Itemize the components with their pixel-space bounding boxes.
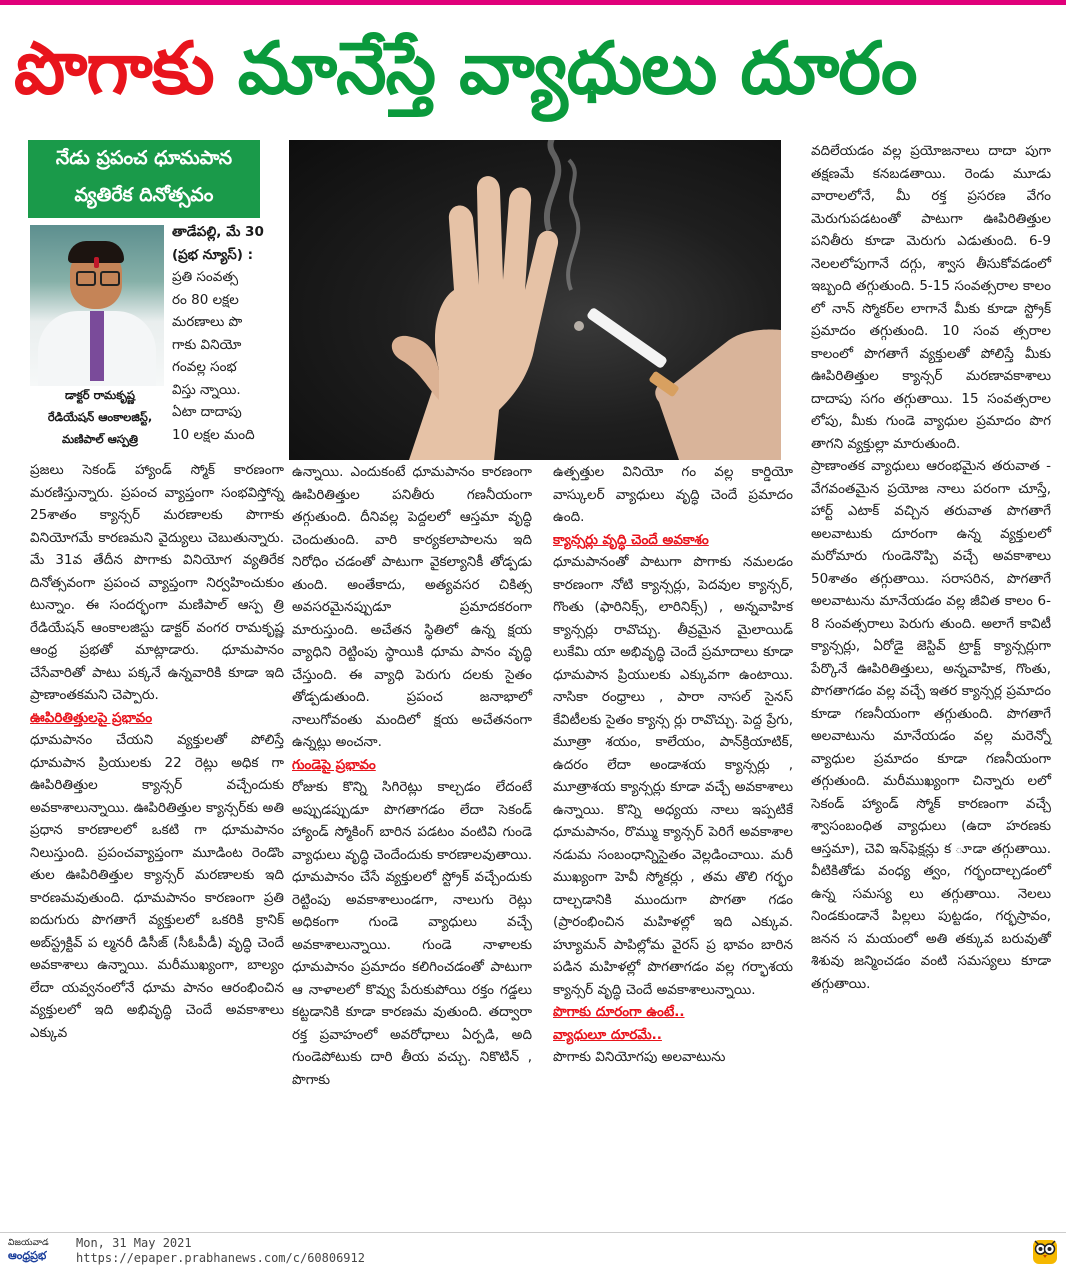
top-accent-bar [0, 0, 1066, 5]
caption-hospital: మణిపాల్ ఆస్పత్రి [61, 432, 139, 446]
photo-tie [90, 311, 104, 381]
hand-refusing-cigarette-photo [289, 140, 781, 460]
dateline-line: ఏటా దాదాపు [172, 404, 242, 420]
photo-glasses-right [100, 271, 120, 286]
dateline-line: విస్తు న్నాయి. [172, 381, 241, 398]
dateline-line: 10 లక్షల మంది [172, 426, 255, 443]
section-subtitle: గుండెపై ప్రభావం [292, 756, 376, 773]
section-subtitle: క్యాన్సర్లు వృద్ధి చెందే అవకాశం [553, 531, 709, 548]
footer-date: Mon, 31 May 2021 [76, 1236, 192, 1250]
logo-edition: విజయవాడ [8, 1238, 49, 1248]
andhra-prabha-logo[interactable] [8, 1237, 68, 1265]
paragraph: ధూమపానంతో పాటుగా పొగాకు నమలడం కారణంగా నోటి క్యాన్సర్లు, పెదవుల క్యాన్సర్, గొంతు (ఫారినిక్స్, లారినిక్స్) , అన్నవాహిక క్యాన్సర్లు రావొచ్చు. తీవ్రమైన మైలాయిడ్ లుకేమి యా అభివృద్ధి చెందే ప్రమాదాలు కూడా ధూమపాన ప్రియులకు ఎక్కువగా ఉంటాయి. నాసికా రంధ్రాలు , పారా నాసల్ సైనస్ కేవిటీలకు సైతం క్యాన్స ర్లు రావొచ్చు. పెద్ద ప్రేగు, మూత్రా శయం, కాలేయం, పాన్‌క్రియాటిక్, ఉదరం లేదా అండాశయ క్యాన్సర్లు , మూత్రాశయ క్యాన్సర్లు కూడా వచ్చే అవకాశాలు ఉన్నాయి. కొన్ని అధ్యయ నాలు ఇప్పటికే ధూమపానం, రొమ్ము క్యాన్సర్ పెరిగే అవకాశాల నడుమ సంబంధాన్నిసైతం వెల్లడించాయి. మరీ ముఖ్యంగా హెవీ స్మోకర్లు , తమ తొలి గర్భం దాల్చడానికి ముందుగా పొగతా గడం (ప్రారంభించిన మహిళల్లో ఇది ఎక్కువ. హ్యూమన్ పాపిల్లోమ వైరస్ ప్ర భావం బారిన పడిన మహిళల్లో పొగతాగడం వల్ల గర్భాశయ క్యాన్సర్ వృద్ధి చెందే అవకాశాలున్నాయి. [553, 554, 793, 998]
paragraph: ధూమపానం చేయని వ్యక్తులతో పోలిస్తే ధూమపాన ప్రియులకు 22 రెట్లు అధిక గా ఊపిరితిత్తుల క్యాన్సర్ వచ్చేందుకు అవకాశాలున్నాయి. ఊపిరితిత్తుల క్యాన్సర్‌కు అతి ప్రధాన కారణాలలో ఒకటి గా ధూమపానం నిలుస్తుంది. ప్రపంచవ్యాప్తంగా మూడింట రెండొం తుల ఊపిరితిత్తుల క్యాన్సర్ మరణాలకు ఇది కారణమవుతుంది. ధూమపానం కారణంగా ప్రతి ఐదుగురు పొగతాగే వ్యక్తులలో ఒకరికి క్రానిక్ అబ్‌స్ట్రక్టివ్ ప ల్మనరీ డిసీజ్ (సీఓపీడీ) వృద్ధి చెందే అవకాశాలు ఉన్నాయి. మరీముఖ్యంగా, బాల్యం లేదా యవ్వనంలోనే ధూమ పానం ఆరంభించిన వ్యక్తులలో ఇది అభివృద్ధి చెందే అవకాశాలు ఎక్కువ [30, 732, 284, 1041]
section-subtitle: వ్యాధులూ దూరమే.. [553, 1026, 662, 1043]
dateline-line: గాకు వినియో [172, 336, 242, 353]
section-subtitle: ఊపిరితిత్తులపై ప్రభావం [30, 709, 153, 726]
dateline-source: (ప్రభ న్యూస్) : [172, 246, 254, 263]
headline [14, 18, 1054, 118]
dateline-line: రం 80 లక్షల [172, 291, 239, 308]
photo-tilak [94, 257, 99, 268]
footer-url[interactable]: https://epaper.prabhanews.com/c/60806912 [76, 1251, 365, 1265]
paragraph: వదిలేయడం వల్ల ప్రయోజనాలు దాదా పుగా తక్షణమే కనబడతాయి. రెండు మూడు వారాలలోనే, మీ రక్త ప్రసరణ వేగం మెరుగుపడటంతో పాటుగా ఊపిరితిత్తుల పనితీరు కూడా మెరుగు ఎడుతుంది. 6-9 నెలలలోపుగానే దగ్గు, శ్వాస తీసుకోవడంలో ఇబ్బంది తగ్గుతుంది. 5-15 సంవత్సరాల కాలం లో నాన్ స్మోకర్‌ల లాగానే మీకు కూడా స్ట్రోక్ ప్రమాదం తగ్గుతుంది. 10 సంవ త్సరాల కాలంలో పొగతాగే వ్యక్తులతో పోలిస్తే మీకు ఊపిరితిత్తుల క్యాన్సర్ మరణావకాశాలు దాదాపు సగం తగ్గుతాయి. 15 సంవత్సరాల లోపు, మీకు గుండె వ్యాధుల ప్రమాదం పొగ తాగని వ్యక్తుల్లా మారుతుంది. [811, 143, 1051, 452]
dateline-line: గంవల్ల సంభ [172, 359, 237, 375]
subhead-line-1: నేడు ప్రపంచ ధూమపాన [55, 147, 233, 169]
article-column-1 [30, 459, 284, 1044]
doctor-photo [30, 225, 164, 386]
dateline-place: తాడేపల్లి, మే 30 [172, 224, 264, 240]
photo-caption [30, 384, 170, 450]
caption-name: డాక్టర్ రామకృష్ణ [64, 388, 136, 402]
article-column-2 [292, 461, 532, 1091]
dateline-block [172, 221, 282, 446]
paragraph: ఉత్పత్తుల వినియో గం వల్ల కార్డియో వాస్కులర్ వ్యాధులు వృద్ధి చెందే ప్రమాదం ఉంది. [553, 464, 793, 525]
article-column-3 [553, 461, 793, 1069]
paragraph: ఉన్నాయి. ఎందుకంటే ధూమపానం కారణంగా ఊపిరితిత్తుల పనితీరు గణనీయంగా తగ్గుతుంది. దీనివల్ల పెద్దలలో ఆస్తమా వృద్ధి చెందుతుంది. వారి కార్యకలాపాలను ఇది నిరోధిం చడంతో పాటుగా వైకల్యానికీ తోడ్పడు తుంది. అంతేకాదు, అత్యవసర చికిత్స అవసరమైనప్పుడూ ప్రమాదకరంగా మారుస్తుంది. అచేతన స్థితిలో ఉన్న క్షయ వ్యాధిని రెట్టింపు స్థాయికి ధూమ పానం వృద్ధి చేస్తుంది. ఈ వ్యాధి పెరుగు దలకు సైతం తోడ్పడుతుంది. ప్రపంచ జనాభాలో నాలుగోవంతు మందిలో క్షయ అచేతనంగా ఉన్నట్లు అంచనా. [292, 464, 532, 750]
paragraph: ప్రజలు సెకండ్ హ్యాండ్ స్మోక్ కారణంగా మరణిస్తున్నారు. ప్రపంచ వ్యాప్తంగా సంభవిస్తోన్న 25శాతం క్యాన్సర్ మరణాలకు పొగాకు వినియోగమే కారణమని వైద్యులు చెబుతున్నారు. మే 31వ తేదీన పొగాకు వినియోగ వ్యతిరేక దినోత్సవంగా ప్రపంచ వ్యాప్తంగా నిర్వహించుకుం టున్నాం. ఈ సందర్భంగా మణిపాల్ ఆస్ప త్రి రేడియేషన్ ఆంకాలజిస్టు డాక్టర్ వంగర రామకృష్ణ ఆంధ్ర ప్రభతో మాట్లాడారు. ధూమపానం చేసేవారితో పాటు పక్కనే ఉన్నవారికి కూడా ఇది ప్రాణాంతకమని చెప్పారు. [30, 462, 284, 703]
paragraph: పొగాకు వినియోగపు అలవాటును [553, 1049, 726, 1065]
headline-part-2: మానేస్తే వ్యాధులు దూరం [237, 26, 917, 110]
subhead-line-2: వ్యతిరేక దినోత్సవం [74, 184, 214, 206]
epaper-footer [0, 1232, 1066, 1270]
section-subtitle: పొగాకు దూరంగా ఉంటే.. [553, 1004, 685, 1020]
dateline-line: మరణాలు పొ [172, 314, 243, 330]
caption-title: రేడియేషన్ ఆంకాలజిస్ట్, [47, 410, 153, 424]
subhead-box [28, 140, 260, 218]
paragraph: ప్రాణాంతక వ్యాధులు ఆరంభమైన తరువాత - వేగవంతమైన ప్రయోజ నాలు పరంగా చూస్తే, హార్ట్ ఎటాక్ వచ్చిన తరువాత పొగతాగే అలవాటుకు దూరంగా ఉన్న వ్యక్తులలో మరోమారు గుండెనొప్పి వచ్చే అవకాశాలు 50శాతం తగ్గుతాయి. సరాసరిన, పొగతాగే అలవాటును మానేయడం వల్ల జీవిత కాలం 6-8 సంవత్సరాలు పెరుగు తుంది. అలాగే కావిటీ క్యాన్సర్లు, ఏరోడై జెస్టివ్ ట్రాక్ట్ క్యాన్సర్లుగా పేర్కొనే ఊపిరితిత్తులు, అన్నవాహిక, గొంతు, పొగతాగడం వల్ల వచ్చే ఇతర క్యాన్సర్ల ప్రమాదం కూడా గణనీయంగా తగ్గుతుంది. పొగతాగే అలవాటును మానేయడం వల్ల మరెన్నో వ్యాధుల ప్రమాదం కూడా గణనీయంగా తగ్గుతుంది. మరీముఖ్యంగా చిన్నారు లలో సెకండ్ హ్యాండ్ స్మోక్ కారణంగా వచ్చే శ్వాసంబంధిత వ్యాధులు (ఉదా హరణకు ఆస్తమా), చెవి ఇన్‌ఫెక్షన్లు క ూడా తగ్గుతాయి. వీటికితోడు వంధ్య త్వం, గర్భందాల్చడంలో ఉన్న సమస్య లు తగ్గుతాయి. నెలలు నిండకుండానే పిల్లలు పుట్టడం, గర్భస్రావం, జనన స మయంలో అతి తక్కువ బరువుతో శిశువు జన్మించడం వంటి సమస్యలు కూడా తగ్గుతాయి. [811, 458, 1051, 992]
article-column-4 [811, 140, 1051, 995]
owl-icon[interactable] [1030, 1236, 1060, 1266]
dateline-line: ప్రతి సంవత్స [172, 269, 239, 285]
logo-masthead: ఆంధ్రప్రభ [8, 1249, 47, 1262]
headline-part-1: పొగాకు [14, 26, 214, 110]
paragraph: రోజుకు కొన్ని సిగిరెట్లు కాల్చడం లేదంటే అప్పుడప్పుడూ పొగతాగడం లేదా సెకండ్ హ్యాండ్ స్మోకింగ్ బారిన పడటం వంటివి గుండె వ్యాధులు వృద్ధి చెందేందుకు కారణాలవుతాయి. ధూమపానం చేసే వ్యక్తులలో స్ట్రోక్ వచ్చేందుకు రెట్టింపు అవకాశాలుండగా, నాలుగు రెట్లు అధికంగా గుండె వ్యాధులు వచ్చే అవకాశాలున్నాయి. గుండె నాళాలకు ధూమపానం ప్రమాదం కలిగించడంతో పాటుగా ఆ నాళాలలో కొవ్వు పేరుకుపోయి రక్తం గడ్డలు కట్టడానికి కూడా కారణమ వుతుంది. తద్వారా రక్త ప్రవాహంలో అవరోధాలు ఏర్పడి, అది గుండెపోటుకు దారి తీయ వచ్చు. నికొటిన్ , పొగాకు [292, 779, 532, 1088]
photo-glasses-left [76, 271, 96, 286]
photo-illustration [289, 140, 781, 460]
